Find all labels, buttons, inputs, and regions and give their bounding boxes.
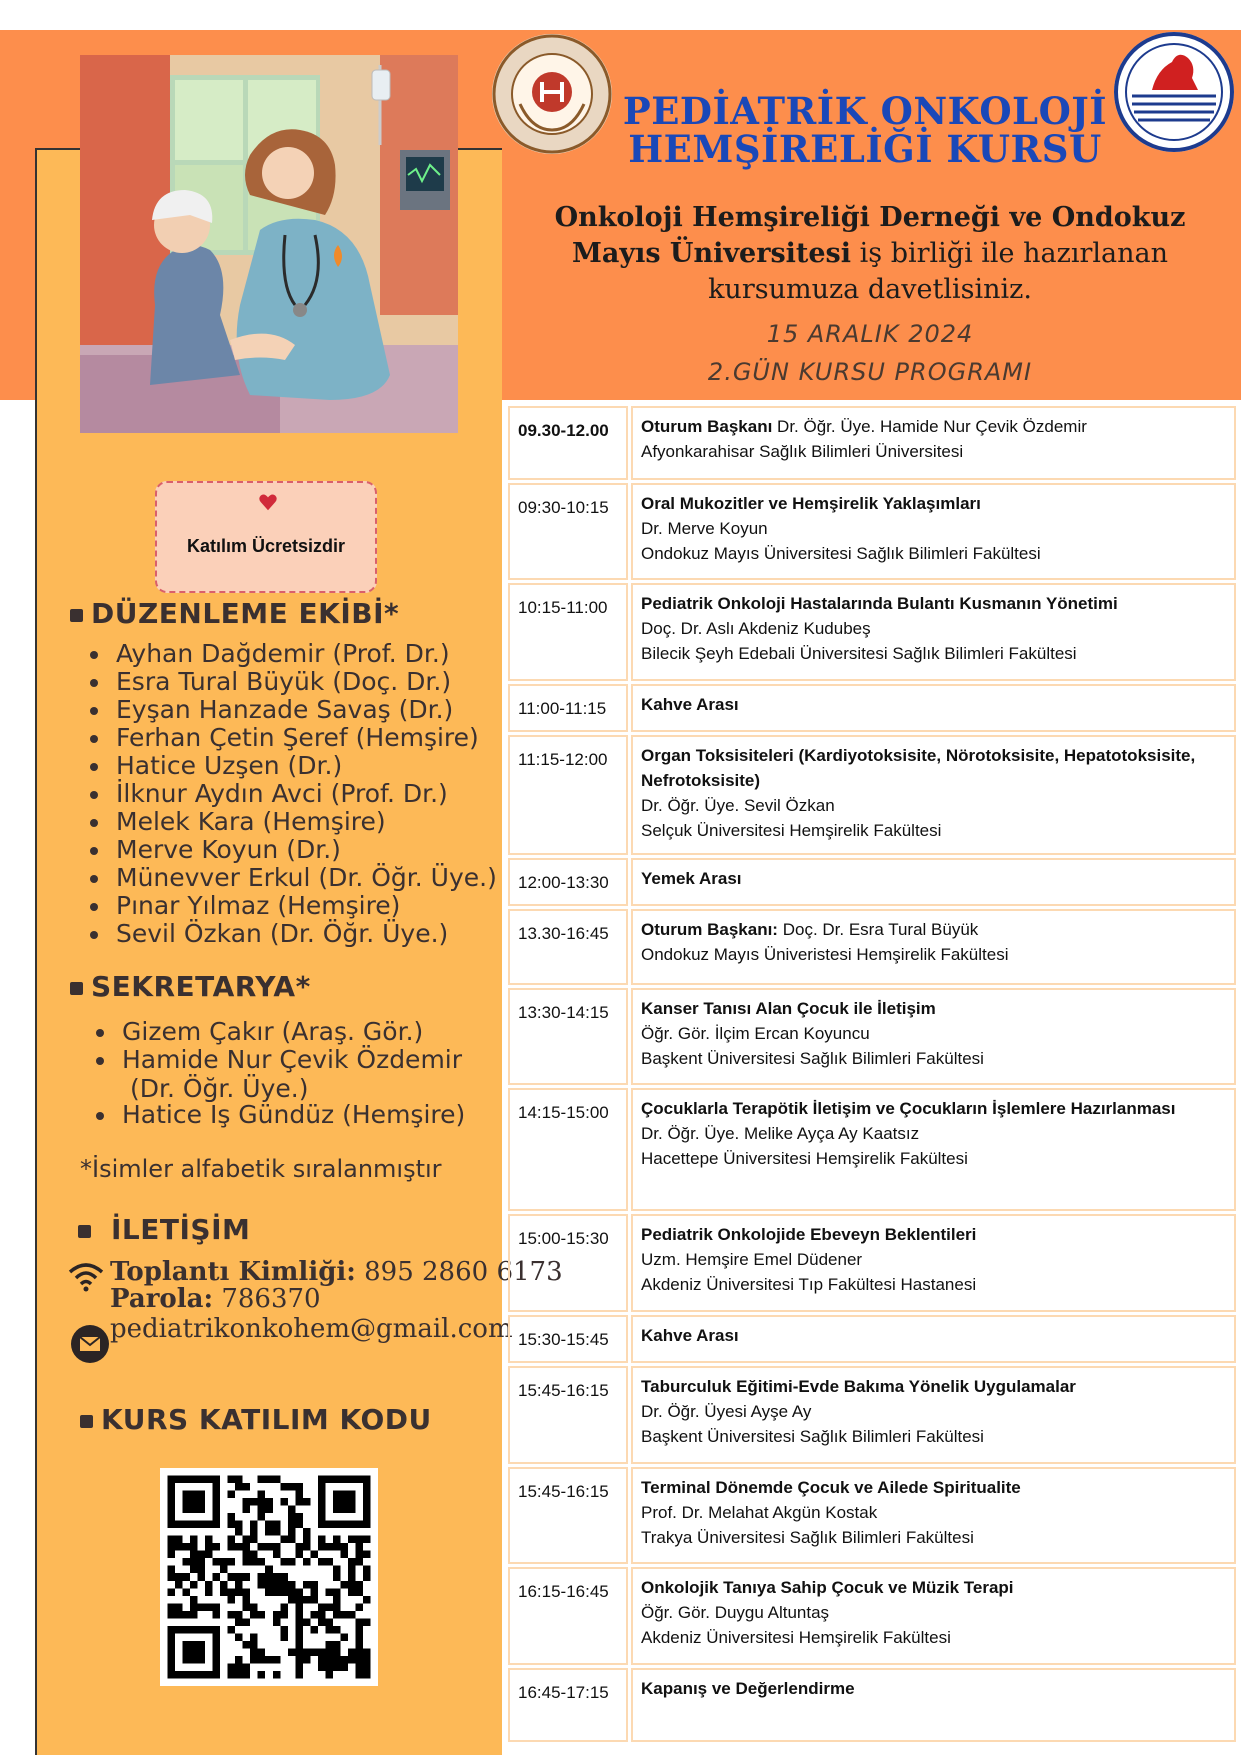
organizers-list (86, 640, 497, 948)
session-title: Taburculuk Eğitimi-Evde Bakıma Yönelik Uygulamalar (641, 1377, 1076, 1396)
qr-code[interactable] (160, 1468, 378, 1686)
session-title: Onkolojik Tanıya Sahip Çocuk ve Müzik Terapi (641, 1578, 1014, 1597)
session-details (631, 858, 1236, 906)
university-logo (1112, 30, 1236, 154)
table-row (508, 684, 1236, 732)
session-title: Terminal Dönemde Çocuk ve Ailede Spiritualite (641, 1478, 1021, 1497)
meeting-password (110, 1284, 321, 1314)
session-details (631, 909, 1236, 985)
session-line: Öğr. Gör. İlçim Ercan Koyuncu (641, 1024, 870, 1043)
table-row (508, 988, 1236, 1085)
session-time: 09:30-10:15 (508, 483, 628, 580)
session-time: 11:00-11:15 (508, 684, 628, 732)
mail-icon (70, 1324, 110, 1364)
session-title: Pediatrik Onkoloji Hastalarında Bulantı Kusmanın Yönetimi (641, 594, 1118, 613)
secretariat-heading-text: SEKRETARYA* (91, 970, 311, 1003)
session-time: 12:00-13:30 (508, 858, 628, 906)
session-title: Oturum Başkanı: (641, 920, 778, 939)
session-time: 13.30-16:45 (508, 909, 628, 985)
bullet-square-icon (80, 1415, 93, 1428)
session-details (631, 406, 1236, 480)
session-title: Kanser Tanısı Alan Çocuk ile İletişim (641, 999, 936, 1018)
table-row (508, 1088, 1236, 1211)
nurse-child-illustration (80, 55, 458, 433)
session-time: 14:15-15:00 (508, 1088, 628, 1211)
password-value: 786370 (213, 1284, 321, 1314)
course-code-heading-text: KURS KATILIM KODU (101, 1403, 432, 1436)
invitation-partners: Onkoloji Hemşireliği Derneği ve Ondokuz Mayıs Üniversitesi (554, 202, 1186, 269)
list-item: Melek Kara (Hemşire) (86, 808, 497, 836)
session-title: Organ Toksisiteleri (Kardiyotoksisite, Nörotoksisite, Hepatotoksisite, Nefrotoksisite) (641, 746, 1196, 790)
session-line: Hacettepe Üniversitesi Hemşirelik Fakültesi (641, 1149, 968, 1168)
session-line: Akdeniz Üniversitesi Tıp Fakültesi Hastanesi (641, 1275, 977, 1294)
table-row (508, 858, 1236, 906)
session-details (631, 1366, 1236, 1464)
schedule-table (505, 403, 1239, 1745)
session-line: Dr. Öğr. Üye. Melike Ayça Ay Kaatsız (641, 1124, 920, 1143)
session-details (631, 1315, 1236, 1363)
session-time: 15:00-15:30 (508, 1214, 628, 1312)
table-row (508, 1366, 1236, 1464)
session-line: Trakya Üniversitesi Sağlık Bilimleri Fakültesi (641, 1528, 974, 1547)
table-row (508, 1567, 1236, 1665)
contact-heading (78, 1213, 250, 1246)
session-details (631, 988, 1236, 1085)
course-date: 15 ARALIK 2024 (766, 320, 974, 348)
wifi-icon (68, 1262, 104, 1292)
bullet-square-icon (70, 609, 83, 622)
session-details (631, 1214, 1236, 1312)
session-time: 15:45-16:15 (508, 1366, 628, 1464)
list-item: Gizem Çakır (Araş. Gör.) (92, 1018, 462, 1046)
session-line: Ondokuz Mayıs Üniveristesi Hemşirelik Fakültesi (641, 945, 1009, 964)
list-item: Ayhan Dağdemir (Prof. Dr.) (86, 640, 497, 668)
program-title: 2.GÜN KURSU PROGRAMI (707, 358, 1033, 386)
session-details (631, 1088, 1236, 1211)
meeting-id (110, 1257, 563, 1287)
organizers-heading (70, 597, 399, 630)
bullet-square-icon (70, 982, 83, 995)
list-item: İlknur Aydın Avci (Prof. Dr.) (86, 780, 497, 808)
session-title: Kahve Arası (641, 1326, 739, 1345)
session-details (631, 483, 1236, 580)
session-title: Oral Mukozitler ve Hemşirelik Yaklaşımları (641, 494, 981, 513)
course-code-heading (80, 1403, 432, 1436)
table-row (508, 1214, 1236, 1312)
free-participation-badge (155, 481, 377, 593)
session-line: Afyonkarahisar Sağlık Bilimleri Üniversitesi (641, 442, 964, 461)
table-row (508, 1467, 1236, 1564)
list-item: Hatice Uzşen (Dr.) (86, 752, 497, 780)
table-row (508, 1668, 1236, 1742)
association-logo (490, 32, 614, 156)
contact-heading-text: İLETİŞİM (111, 1213, 251, 1246)
list-item: Münevver Erkul (Dr. Öğr. Üye.) (86, 864, 497, 892)
session-time: 11:15-12:00 (508, 735, 628, 855)
table-row (508, 406, 1236, 480)
table-row (508, 583, 1236, 681)
list-item: Esra Tural Büyük (Doç. Dr.) (86, 668, 497, 696)
session-title: Pediatrik Onkolojide Ebeveyn Beklentileri (641, 1225, 977, 1244)
list-item: Merve Koyun (Dr.) (86, 836, 497, 864)
session-line: Bilecik Şeyh Edebali Üniversitesi Sağlık Bilimleri Fakültesi (641, 644, 1077, 663)
list-item: Eyşan Hanzade Savaş (Dr.) (86, 696, 497, 724)
list-item: Ferhan Çetin Şeref (Hemşire) (86, 724, 497, 752)
table-row (508, 1315, 1236, 1363)
meeting-id-label: Toplantı Kimliği: (110, 1257, 356, 1287)
session-details (631, 735, 1236, 855)
heart-icon (257, 491, 279, 513)
list-item: Hamide Nur Çevik Özdemir (92, 1046, 462, 1074)
list-item: Pınar Yılmaz (Hemşire) (86, 892, 497, 920)
session-time: 10:15-11:00 (508, 583, 628, 681)
session-details (631, 684, 1236, 732)
session-line: Dr. Öğr. Üyesi Ayşe Ay (641, 1402, 812, 1421)
session-title: Kahve Arası (641, 695, 739, 714)
session-line: Dr. Merve Koyun (641, 519, 768, 538)
bullet-square-icon (78, 1225, 91, 1238)
session-line: Dr. Öğr. Üye. Sevil Özkan (641, 796, 835, 815)
session-line: Öğr. Gör. Duygu Altuntaş (641, 1603, 830, 1622)
session-line: Doç. Dr. Aslı Akdeniz Kudubeş (641, 619, 871, 638)
session-line: Uzm. Hemşire Emel Düdener (641, 1250, 863, 1269)
session-details (631, 1567, 1236, 1665)
session-details (631, 1668, 1236, 1742)
session-title: Kapanış ve Değerlendirme (641, 1679, 855, 1698)
table-row (508, 735, 1236, 855)
session-line: Selçuk Üniversitesi Hemşirelik Fakültesi (641, 821, 942, 840)
meeting-id-value: 895 2860 6173 (355, 1257, 563, 1287)
session-line: Başkent Üniversitesi Sağlık Bilimleri Fakültesi (641, 1427, 984, 1446)
session-details (631, 583, 1236, 681)
secretariat-list-cont (92, 1101, 465, 1129)
alphabetical-note: *İsimler alfabetik sıralanmıştır (80, 1155, 442, 1183)
list-item: Sevil Özkan (Dr. Öğr. Üye.) (86, 920, 497, 948)
list-item: Hatice Iş Gündüz (Hemşire) (92, 1101, 465, 1129)
session-line: Ondokuz Mayıs Üniversitesi Sağlık Bilimleri Fakültesi (641, 544, 1041, 563)
session-time: 16:15-16:45 (508, 1567, 628, 1665)
session-title: Oturum Başkanı (641, 417, 773, 436)
session-title: Çocuklarla Terapötik İletişim ve Çocukların İşlemlere Hazırlanması (641, 1099, 1176, 1118)
session-chair: Dr. Öğr. Üye. Hamide Nur Çevik Özdemir (772, 417, 1087, 436)
invitation-rest: iş birliği ile hazırlanan kursumuza davetlisiniz. (708, 238, 1168, 305)
session-chair: Doç. Dr. Esra Tural Büyük (777, 920, 979, 939)
session-time: 09.30-12.00 (508, 406, 628, 480)
session-line: Başkent Üniversitesi Sağlık Bilimleri Fakültesi (641, 1049, 984, 1068)
session-time: 15:30-15:45 (508, 1315, 628, 1363)
session-line: Prof. Dr. Melahat Akgün Kostak (641, 1503, 878, 1522)
session-time: 15:45-16:15 (508, 1467, 628, 1564)
password-label: Parola: (110, 1284, 214, 1314)
course-title-line1: PEDİATRİK ONKOLOJİ (622, 89, 1108, 133)
secretariat-title-cont: (Dr. Öğr. Üye.) (130, 1074, 309, 1103)
session-details (631, 1467, 1236, 1564)
organizers-heading-text: DÜZENLEME EKİBİ* (91, 597, 400, 630)
table-row (508, 909, 1236, 985)
session-title: Yemek Arası (641, 869, 742, 888)
secretariat-list (92, 1018, 462, 1074)
invitation-text (535, 200, 1205, 308)
session-line: Akdeniz Üniversitesi Hemşirelik Fakültesi (641, 1628, 951, 1647)
course-title-line2: HEMŞİRELİĞİ KURSU (628, 127, 1102, 171)
course-title (600, 89, 1130, 171)
session-time: 13:30-14:15 (508, 988, 628, 1085)
contact-email[interactable]: pediatrikonkohem@gmail.com (110, 1314, 513, 1344)
secretariat-heading (70, 970, 311, 1003)
table-row (508, 483, 1236, 580)
session-time: 16:45-17:15 (508, 1668, 628, 1742)
badge-label: Katılım Ücretsizdir (186, 535, 346, 556)
